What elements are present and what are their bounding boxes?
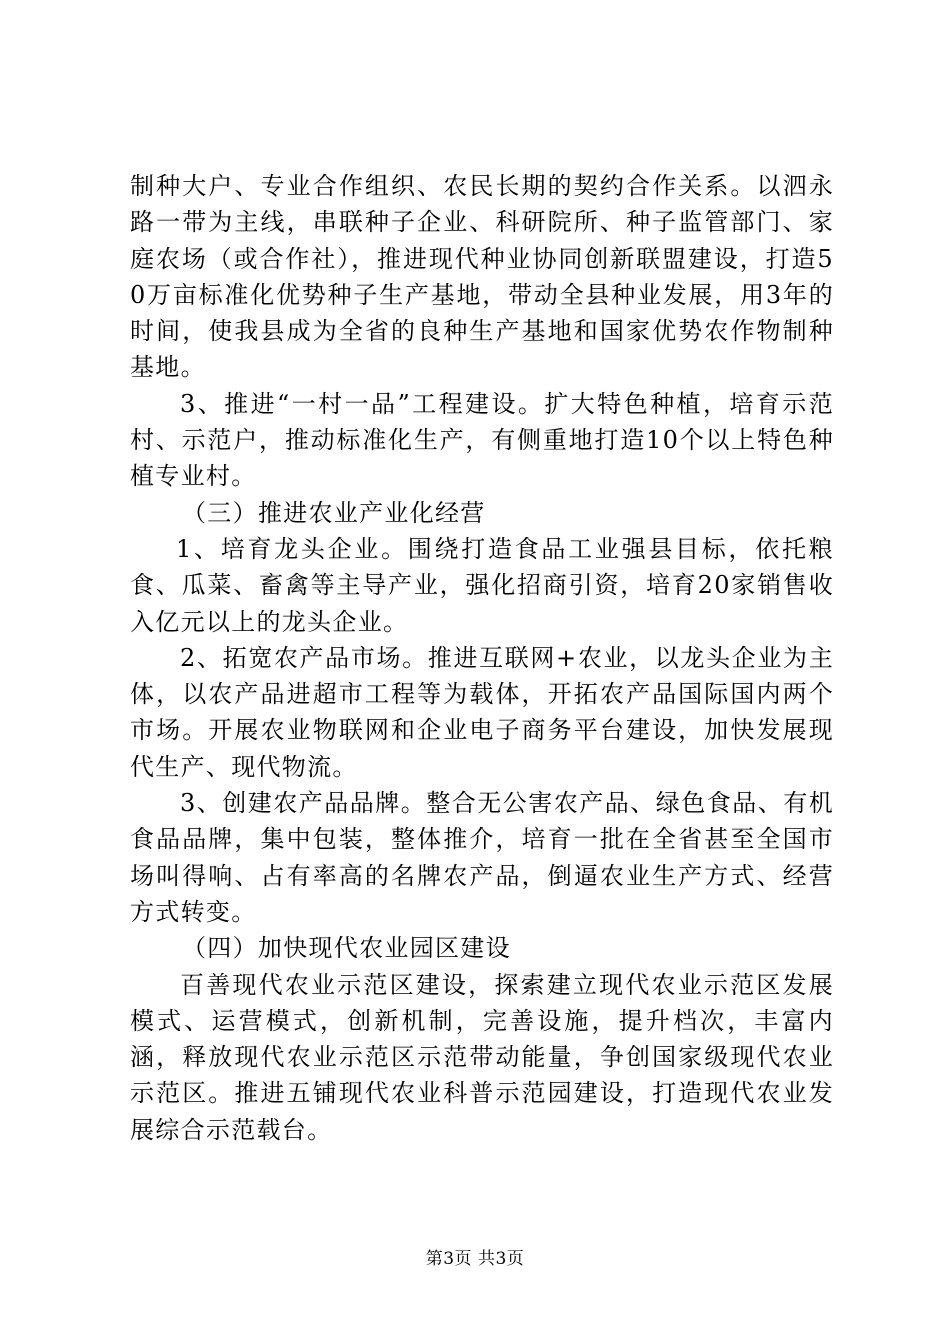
paragraph-one-village-one-product: 3、推进“一村一品”工程建设。扩大特色种植，培育示范村、示范户，推动标准化生产，有侧重地打造10个以上特色种植专业村。 xyxy=(130,389,834,491)
page-number-label: 第3页 共3页 xyxy=(425,1249,525,1269)
page-footer xyxy=(0,1244,950,1269)
section-heading-industrialization: （三）推进农业产业化经营 xyxy=(182,498,486,527)
paragraph-seed-base: 制种大户、专业合作组织、农民长期的契约合作关系。以泗永路一带为主线，串联种子企业、科研院所、种子监管部门、家庭农场（或合作社），推进现代种业协同创新联盟建设，打造50万亩标准化优势种子生产基地，带动全县种业发展，用3年的时间，使我县成为全省的良种生产基地和国家优势农作物制种基地。 xyxy=(130,172,834,382)
paragraph-brand-building: 3、创建农产品品牌。整合无公害农产品、绿色食品、有机食品品牌，集中包装，整体推介，培育一批在全省甚至全国市场叫得响、占有率高的名牌农产品，倒逼农业生产方式、经营方式转变。 xyxy=(130,789,834,926)
paragraph-market-expansion: 2、拓宽农产品市场。推进互联网+农业，以龙头企业为主体，以农产品进超市工程等为载体，开拓农产品国际国内两个市场。开展农业物联网和企业电子商务平台建设，加快发展现代生产、现代物流。 xyxy=(130,643,834,781)
paragraph-leading-enterprises: 1、培育龙头企业。围绕打造食品工业强县目标，依托粮食、瓜菜、畜禽等主导产业，强化招商引资，培育20家销售收入亿元以上的龙头企业。 xyxy=(130,534,834,636)
document-body xyxy=(130,168,834,1148)
section-heading-agri-parks: （四）加快现代农业园区建设 xyxy=(182,934,511,963)
paragraph-demonstration-zone: 百善现代农业示范区建设，探索建立现代农业示范区发展模式、运营模式，创新机制，完善设施，提升档次，丰富内涵，释放现代农业示范区示范带动能量，争创国家级现代农业示范区。推进五铺现代农业科普示范园建设，打造现代农业发展综合示范载台。 xyxy=(130,970,834,1144)
